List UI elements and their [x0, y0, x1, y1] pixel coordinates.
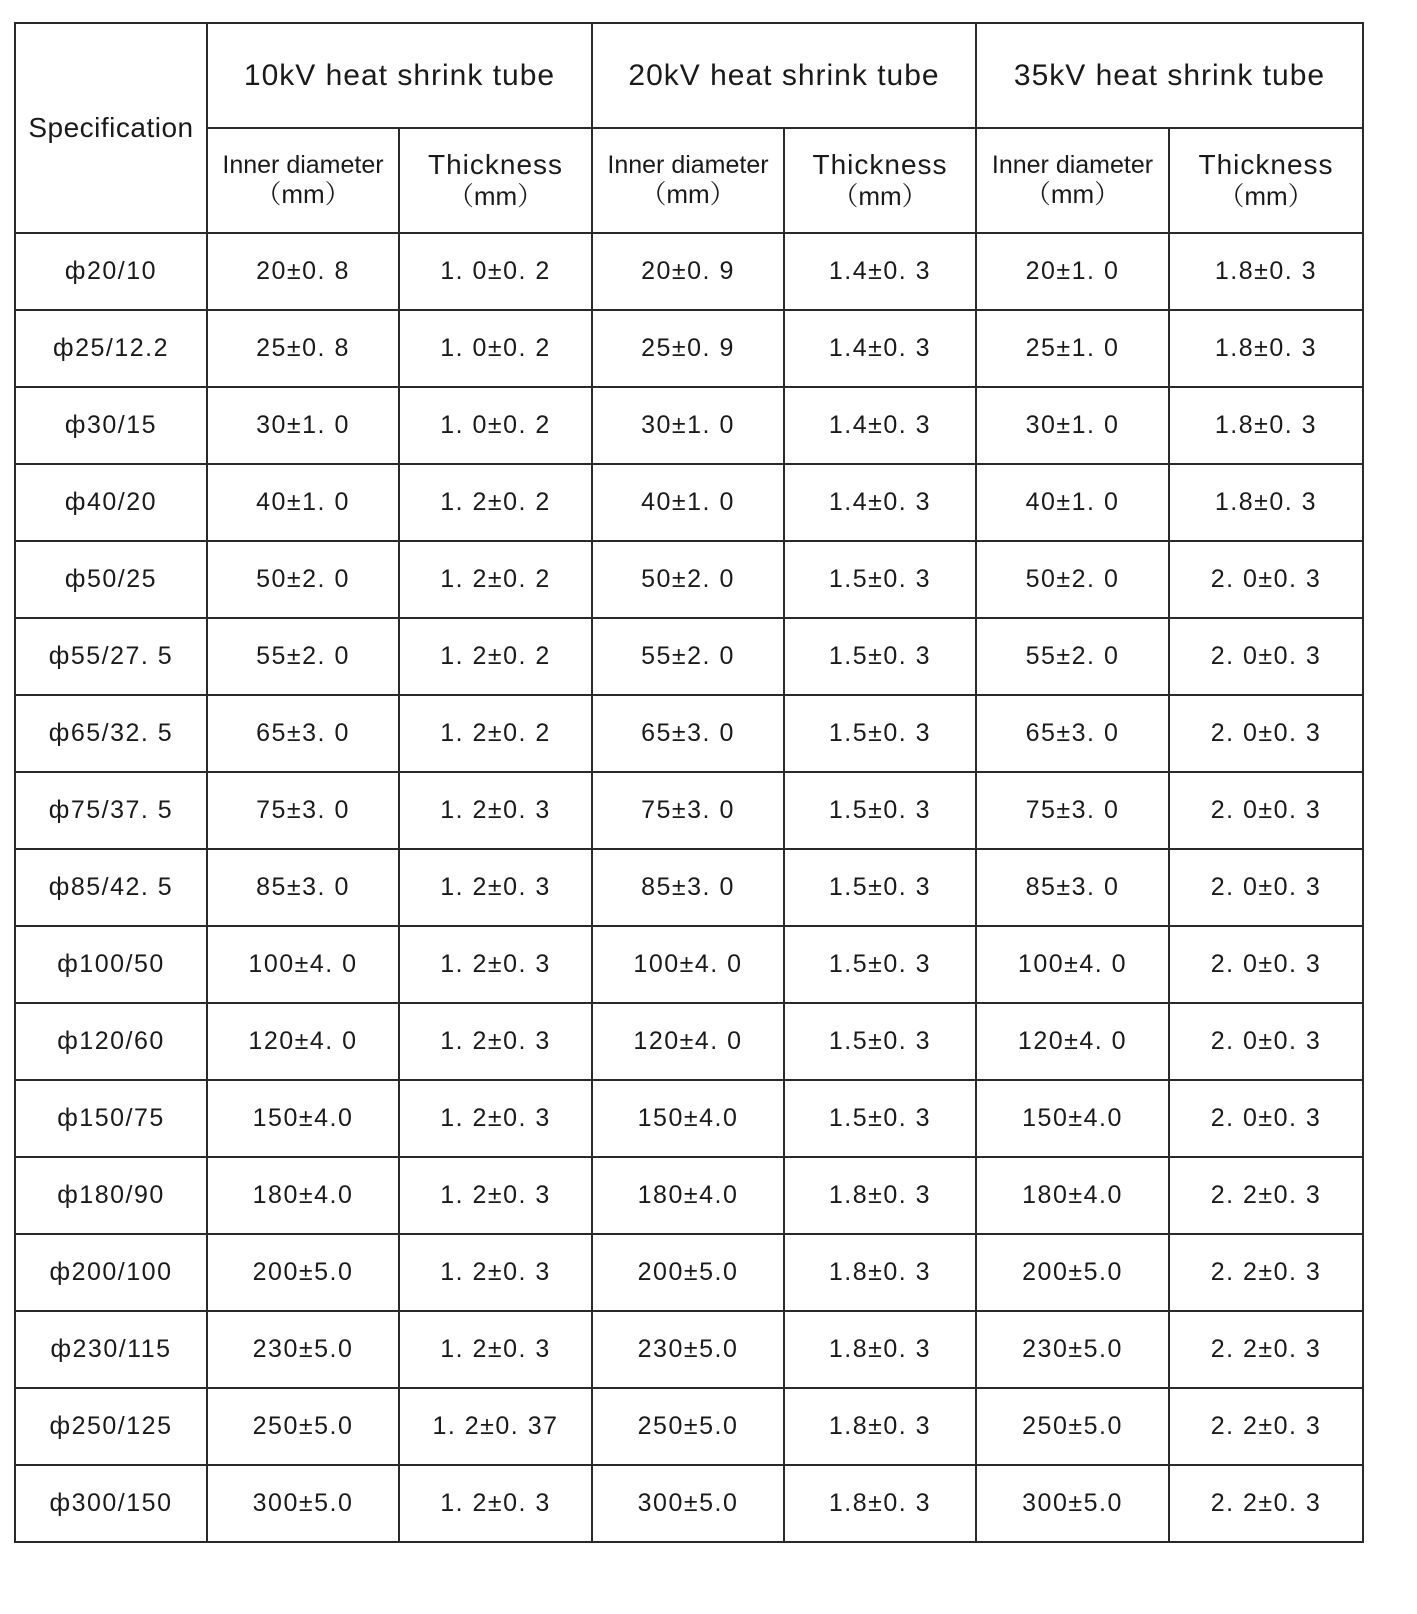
- cell-spec: ф250/125: [15, 1388, 207, 1465]
- cell-inner-diameter-10kv: 180±4.0: [207, 1157, 399, 1234]
- cell-thickness-35kv: 2. 0±0. 3: [1169, 1080, 1363, 1157]
- cell-thickness-10kv: 1. 2±0. 2: [399, 464, 592, 541]
- cell-thickness-10kv: 1. 2±0. 3: [399, 926, 592, 1003]
- cell-thickness-35kv: 2. 2±0. 3: [1169, 1157, 1363, 1234]
- cell-inner-diameter-20kv: 65±3. 0: [592, 695, 784, 772]
- cell-spec: ф180/90: [15, 1157, 207, 1234]
- header-inner-label: Inner diameter: [991, 151, 1154, 180]
- cell-inner-diameter-35kv: 120±4. 0: [976, 1003, 1169, 1080]
- cell-inner-diameter-20kv: 200±5.0: [592, 1234, 784, 1311]
- cell-thickness-35kv: 2. 2±0. 3: [1169, 1388, 1363, 1465]
- cell-thickness-20kv: 1.8±0. 3: [784, 1157, 976, 1234]
- cell-spec: ф65/32. 5: [15, 695, 207, 772]
- header-thickness-label: Thickness: [1198, 149, 1334, 181]
- cell-thickness-20kv: 1.8±0. 3: [784, 1234, 976, 1311]
- table-row: [15, 464, 1363, 541]
- cell-inner-diameter-35kv: 250±5.0: [976, 1388, 1169, 1465]
- table-row: [15, 926, 1363, 1003]
- cell-inner-diameter-20kv: 50±2. 0: [592, 541, 784, 618]
- cell-inner-diameter-10kv: 120±4. 0: [207, 1003, 399, 1080]
- cell-thickness-20kv: 1.5±0. 3: [784, 849, 976, 926]
- table-row: [15, 618, 1363, 695]
- cell-thickness-35kv: 1.8±0. 3: [1169, 387, 1363, 464]
- header-inner-label: Inner diameter: [222, 151, 384, 180]
- cell-spec: ф50/25: [15, 541, 207, 618]
- table-row: [15, 849, 1363, 926]
- header-unit: （mm）: [1218, 180, 1314, 211]
- cell-inner-diameter-20kv: 250±5.0: [592, 1388, 784, 1465]
- cell-thickness-20kv: 1.4±0. 3: [784, 310, 976, 387]
- table-row: [15, 1003, 1363, 1080]
- table-row: [15, 541, 1363, 618]
- header-thickness-10kv: [399, 128, 592, 233]
- header-unit: （mm）: [447, 180, 544, 211]
- table-row: [15, 695, 1363, 772]
- cell-spec: ф75/37. 5: [15, 772, 207, 849]
- cell-thickness-10kv: 1. 2±0. 3: [399, 1157, 592, 1234]
- header-inner-label: Inner diameter: [607, 151, 769, 180]
- cell-thickness-20kv: 1.8±0. 3: [784, 1388, 976, 1465]
- cell-inner-diameter-20kv: 25±0. 9: [592, 310, 784, 387]
- cell-thickness-10kv: 1. 2±0. 2: [399, 541, 592, 618]
- cell-spec: ф20/10: [15, 233, 207, 310]
- table-body: [15, 233, 1363, 1542]
- header-thickness-label: Thickness: [812, 149, 948, 181]
- cell-spec: ф40/20: [15, 464, 207, 541]
- cell-thickness-35kv: 2. 0±0. 3: [1169, 1003, 1363, 1080]
- cell-inner-diameter-10kv: 75±3. 0: [207, 772, 399, 849]
- header-specification: Specification: [15, 23, 207, 233]
- cell-thickness-20kv: 1.8±0. 3: [784, 1465, 976, 1542]
- header-inner-diameter-35kv: [976, 128, 1169, 233]
- header-unit: （mm）: [832, 180, 928, 211]
- cell-thickness-20kv: 1.5±0. 3: [784, 695, 976, 772]
- cell-thickness-35kv: 2. 2±0. 3: [1169, 1465, 1363, 1542]
- table-row: [15, 1157, 1363, 1234]
- cell-inner-diameter-20kv: 75±3. 0: [592, 772, 784, 849]
- table-header: [15, 23, 1363, 233]
- cell-thickness-35kv: 1.8±0. 3: [1169, 233, 1363, 310]
- cell-inner-diameter-20kv: 180±4.0: [592, 1157, 784, 1234]
- cell-spec: ф85/42. 5: [15, 849, 207, 926]
- cell-thickness-35kv: 2. 0±0. 3: [1169, 541, 1363, 618]
- cell-inner-diameter-20kv: 120±4. 0: [592, 1003, 784, 1080]
- header-inner-diameter-10kv: [207, 128, 399, 233]
- cell-thickness-10kv: 1. 2±0. 3: [399, 849, 592, 926]
- cell-thickness-35kv: 2. 2±0. 3: [1169, 1311, 1363, 1388]
- cell-inner-diameter-20kv: 150±4.0: [592, 1080, 784, 1157]
- cell-thickness-35kv: 2. 0±0. 3: [1169, 926, 1363, 1003]
- cell-inner-diameter-35kv: 55±2. 0: [976, 618, 1169, 695]
- cell-inner-diameter-20kv: 300±5.0: [592, 1465, 784, 1542]
- cell-thickness-35kv: 1.8±0. 3: [1169, 464, 1363, 541]
- table-row: [15, 233, 1363, 310]
- header-thickness-35kv: [1169, 128, 1363, 233]
- spec-table: [14, 22, 1364, 1543]
- table-row: [15, 1311, 1363, 1388]
- cell-inner-diameter-10kv: 65±3. 0: [207, 695, 399, 772]
- cell-inner-diameter-35kv: 40±1. 0: [976, 464, 1169, 541]
- header-unit: （mm）: [640, 178, 736, 209]
- cell-thickness-20kv: 1.5±0. 3: [784, 1080, 976, 1157]
- header-unit: （mm）: [1024, 178, 1121, 209]
- cell-inner-diameter-10kv: 20±0. 8: [207, 233, 399, 310]
- cell-thickness-20kv: 1.5±0. 3: [784, 772, 976, 849]
- cell-spec: ф150/75: [15, 1080, 207, 1157]
- cell-inner-diameter-35kv: 65±3. 0: [976, 695, 1169, 772]
- cell-inner-diameter-20kv: 230±5.0: [592, 1311, 784, 1388]
- cell-inner-diameter-10kv: 250±5.0: [207, 1388, 399, 1465]
- cell-inner-diameter-35kv: 100±4. 0: [976, 926, 1169, 1003]
- cell-thickness-10kv: 1. 0±0. 2: [399, 310, 592, 387]
- cell-inner-diameter-20kv: 55±2. 0: [592, 618, 784, 695]
- cell-thickness-35kv: 2. 0±0. 3: [1169, 849, 1363, 926]
- cell-inner-diameter-20kv: 40±1. 0: [592, 464, 784, 541]
- header-unit: （mm）: [255, 178, 351, 209]
- table-row: [15, 1234, 1363, 1311]
- cell-thickness-20kv: 1.5±0. 3: [784, 926, 976, 1003]
- cell-inner-diameter-10kv: 85±3. 0: [207, 849, 399, 926]
- cell-thickness-20kv: 1.4±0. 3: [784, 387, 976, 464]
- cell-spec: ф25/12.2: [15, 310, 207, 387]
- header-group-20kv: 20kV heat shrink tube: [592, 23, 976, 128]
- cell-thickness-10kv: 1. 2±0. 3: [399, 1003, 592, 1080]
- cell-thickness-35kv: 1.8±0. 3: [1169, 310, 1363, 387]
- header-group-10kv: 10kV heat shrink tube: [207, 23, 592, 128]
- cell-inner-diameter-10kv: 200±5.0: [207, 1234, 399, 1311]
- cell-thickness-20kv: 1.8±0. 3: [784, 1311, 976, 1388]
- cell-thickness-10kv: 1. 2±0. 3: [399, 772, 592, 849]
- cell-spec: ф30/15: [15, 387, 207, 464]
- cell-thickness-10kv: 1. 2±0. 3: [399, 1080, 592, 1157]
- cell-thickness-20kv: 1.5±0. 3: [784, 1003, 976, 1080]
- cell-inner-diameter-20kv: 20±0. 9: [592, 233, 784, 310]
- cell-inner-diameter-35kv: 50±2. 0: [976, 541, 1169, 618]
- cell-thickness-10kv: 1. 2±0. 2: [399, 618, 592, 695]
- header-thickness-label: Thickness: [427, 149, 564, 181]
- cell-inner-diameter-10kv: 100±4. 0: [207, 926, 399, 1003]
- cell-thickness-35kv: 2. 0±0. 3: [1169, 695, 1363, 772]
- cell-thickness-35kv: 2. 0±0. 3: [1169, 618, 1363, 695]
- table-row: [15, 387, 1363, 464]
- cell-thickness-10kv: 1. 2±0. 3: [399, 1234, 592, 1311]
- table-row: [15, 1080, 1363, 1157]
- cell-thickness-20kv: 1.5±0. 3: [784, 618, 976, 695]
- cell-inner-diameter-35kv: 25±1. 0: [976, 310, 1169, 387]
- header-row-groups: [15, 23, 1363, 128]
- cell-inner-diameter-10kv: 150±4.0: [207, 1080, 399, 1157]
- cell-inner-diameter-10kv: 50±2. 0: [207, 541, 399, 618]
- cell-thickness-10kv: 1. 2±0. 3: [399, 1311, 592, 1388]
- cell-thickness-35kv: 2. 2±0. 3: [1169, 1234, 1363, 1311]
- header-thickness-20kv: [784, 128, 976, 233]
- table-row: [15, 1388, 1363, 1465]
- table-row: [15, 1465, 1363, 1542]
- cell-inner-diameter-10kv: 55±2. 0: [207, 618, 399, 695]
- cell-inner-diameter-10kv: 40±1. 0: [207, 464, 399, 541]
- cell-inner-diameter-10kv: 230±5.0: [207, 1311, 399, 1388]
- cell-thickness-20kv: 1.4±0. 3: [784, 233, 976, 310]
- table-row: [15, 310, 1363, 387]
- cell-thickness-20kv: 1.5±0. 3: [784, 541, 976, 618]
- cell-spec: ф100/50: [15, 926, 207, 1003]
- cell-thickness-10kv: 1. 0±0. 2: [399, 387, 592, 464]
- cell-inner-diameter-20kv: 85±3. 0: [592, 849, 784, 926]
- cell-inner-diameter-10kv: 25±0. 8: [207, 310, 399, 387]
- cell-thickness-35kv: 2. 0±0. 3: [1169, 772, 1363, 849]
- cell-inner-diameter-20kv: 30±1. 0: [592, 387, 784, 464]
- cell-spec: ф120/60: [15, 1003, 207, 1080]
- cell-inner-diameter-20kv: 100±4. 0: [592, 926, 784, 1003]
- cell-thickness-10kv: 1. 2±0. 2: [399, 695, 592, 772]
- cell-spec: ф300/150: [15, 1465, 207, 1542]
- header-inner-diameter-20kv: [592, 128, 784, 233]
- cell-inner-diameter-35kv: 30±1. 0: [976, 387, 1169, 464]
- header-row-subcolumns: [15, 128, 1363, 233]
- cell-thickness-10kv: 1. 0±0. 2: [399, 233, 592, 310]
- cell-spec: ф200/100: [15, 1234, 207, 1311]
- cell-inner-diameter-35kv: 230±5.0: [976, 1311, 1169, 1388]
- cell-thickness-10kv: 1. 2±0. 37: [399, 1388, 592, 1465]
- cell-spec: ф55/27. 5: [15, 618, 207, 695]
- cell-inner-diameter-35kv: 200±5.0: [976, 1234, 1169, 1311]
- cell-thickness-10kv: 1. 2±0. 3: [399, 1465, 592, 1542]
- cell-inner-diameter-10kv: 30±1. 0: [207, 387, 399, 464]
- cell-inner-diameter-10kv: 300±5.0: [207, 1465, 399, 1542]
- cell-inner-diameter-35kv: 85±3. 0: [976, 849, 1169, 926]
- cell-inner-diameter-35kv: 180±4.0: [976, 1157, 1169, 1234]
- cell-thickness-20kv: 1.4±0. 3: [784, 464, 976, 541]
- cell-inner-diameter-35kv: 75±3. 0: [976, 772, 1169, 849]
- cell-spec: ф230/115: [15, 1311, 207, 1388]
- cell-inner-diameter-35kv: 300±5.0: [976, 1465, 1169, 1542]
- table-row: [15, 772, 1363, 849]
- cell-inner-diameter-35kv: 20±1. 0: [976, 233, 1169, 310]
- header-group-35kv: 35kV heat shrink tube: [976, 23, 1363, 128]
- cell-inner-diameter-35kv: 150±4.0: [976, 1080, 1169, 1157]
